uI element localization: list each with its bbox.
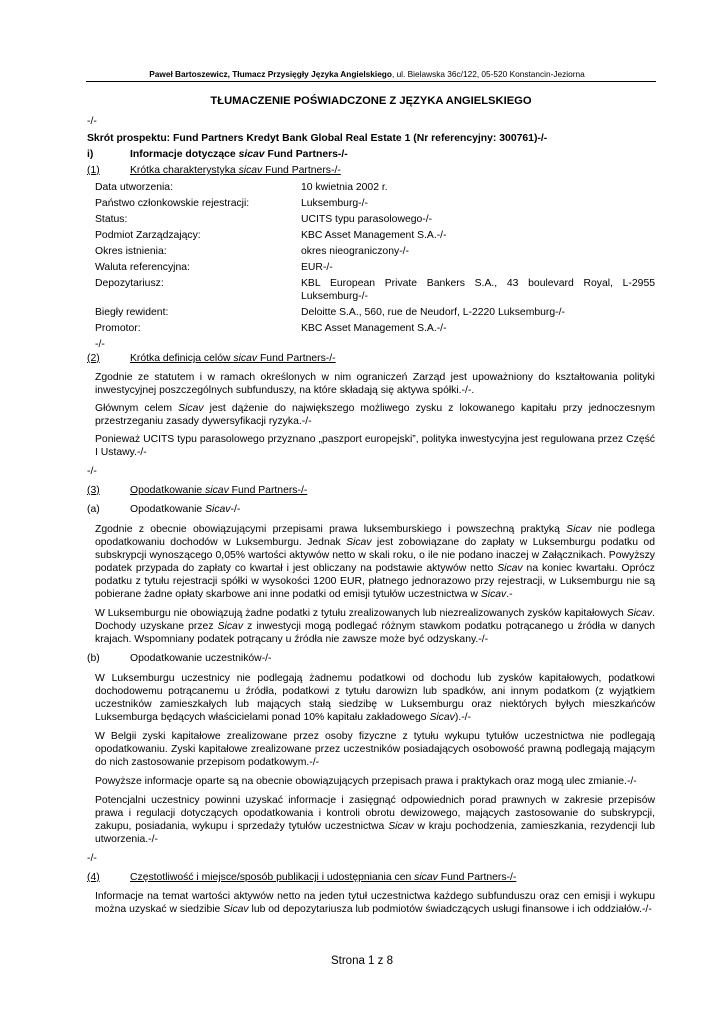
paragraph-text: Zgodnie z obecnie obowiązującymi przepisami prawa luksemburskiego i powszechną praktyką — [95, 524, 567, 535]
section-1-number: (1) — [87, 165, 100, 176]
paragraph-italic: Sicav — [217, 621, 244, 632]
section-1-italic: sicav — [238, 165, 263, 176]
table-row — [95, 181, 655, 194]
paragraph-italic: Sicav — [388, 821, 414, 832]
paragraph-text: z inwestycji mogą podlegać różnym stawkom podatku potrącanego u źródła w danych krajach. Wspomniany podatek potrącany u źródła nie zawsze może być odzyskany.-/- — [95, 621, 655, 645]
section-3b-number: (b) — [87, 653, 100, 664]
separator-dash: -/- — [95, 339, 105, 350]
section-2-heading — [87, 352, 349, 365]
paragraph-text: lub od depozytariusza lub podmiotów świadczących usługi finansowe i ich oddziałów.-/- — [248, 904, 652, 915]
table-value: UCITS typu parasolowego-/- — [301, 214, 433, 225]
paragraph-text: Potencjalni uczestnicy powinni uzyskać informacje i zasięgnąć odpowiednich porad prawnych w zakresie przepisów prawa i regulacji dotyczących opodatkowania i kontroli obrotu dewizowego, mających zastosowanie do subskrypcji, zakupu, posiadania, wykupu i sprzedaży tytułów uczestnictwa — [95, 795, 655, 832]
paragraph: Ponieważ UCITS typu parasolowego przyznano „paszport europejski”, polityka inwestycyjna jest regulowana przez Część I Ustawy.-/- — [95, 434, 655, 458]
section-4-number: (4) — [87, 872, 100, 883]
document-body — [87, 94, 655, 916]
paragraph-text: .- — [506, 589, 513, 600]
section-3a-italic: Sicav — [205, 504, 231, 515]
table-key: Promotor: — [95, 323, 141, 334]
header-divider — [86, 81, 656, 82]
separator-dash: -/- — [87, 116, 97, 127]
table-key: Państwo członkowskie rejestracji: — [95, 198, 250, 209]
section-3-italic: sicav — [205, 485, 229, 496]
table-value: KBL European Private Bankers S.A., 43 boulevard Royal, L-2955 Luksemburg-/- — [301, 278, 655, 302]
section-3a-number: (a) — [87, 504, 100, 515]
paragraph: Powyższe informacje oparte są na obecnie obowiązujących przepisach prawa i praktykach oraz mogą ulec zmianie.-/- — [95, 776, 637, 787]
table-row — [95, 306, 655, 319]
table-row — [95, 229, 655, 242]
paragraph-italic: Sicav — [429, 712, 455, 723]
table-value: EUR-/- — [301, 262, 333, 273]
section-2-text: Krótka definicja celów — [130, 353, 234, 364]
table-value: Deloitte S.A., 560, rue de Neudorf, L-2220 Luksemburg-/- — [301, 307, 565, 318]
page-header — [120, 69, 614, 79]
paragraph-text: jest zobowiązane do zapłaty w Luksemburgu podatku od subskrypcji wynoszącego 0,05% wartości aktywów netto w skali roku, o ile nie podano inaczej w Załącznikach. Powyższy podatek przypada do zapłaty co kwartał i jest obliczany na podstawie aktywów netto — [95, 537, 655, 574]
table-value: okres nieograniczony-/- — [301, 246, 409, 257]
section-2-text-end: Fund Partners-/- — [257, 353, 336, 364]
section-2-number: (2) — [87, 353, 100, 364]
paragraph — [95, 890, 655, 916]
table-row — [95, 245, 655, 258]
paragraph-text: jest dążenie do największego możliwego zysku z lokowanego kapitału przy jednoczesnym przestrzeganiu zasady dywersyfikacji ryzyka.-/- — [95, 403, 655, 427]
table-value: Luksemburg-/- — [301, 198, 368, 209]
paragraph-text: Informacje na temat wartości aktywów netto na jeden tytuł uczestnictwa każdego subfunduszu oraz cen emisji i wykupu można uzyskać w siedzibie — [95, 891, 655, 915]
paragraph — [95, 672, 655, 724]
paragraph-text: W Luksemburgu nie obowiązują żadne podatki z tytułu zrealizowanych lub niezrealizowanych zysków kapitałowych — [95, 608, 627, 619]
paragraph-italic: Sicav — [346, 537, 372, 548]
paragraph — [95, 607, 655, 646]
fund-characteristics-table — [95, 181, 655, 351]
paragraph-italic: Sicav — [223, 904, 249, 915]
translator-name: Paweł Bartoszewicz, Tłumacz Przysięgły Języka Angielskiego — [149, 69, 392, 79]
section-i-text-end: Fund Partners-/- — [264, 149, 348, 160]
table-row — [95, 277, 655, 303]
section-3a-text-end: -/- — [230, 504, 241, 515]
section-3b-heading — [87, 652, 655, 665]
table-row — [95, 322, 655, 335]
paragraph-text: . Dochody uzyskane przez — [95, 608, 655, 632]
table-key: Podmiot Zarządzający: — [95, 230, 201, 241]
paragraph — [95, 523, 655, 601]
section-3-text: Opodatkowanie — [130, 485, 206, 496]
section-4-text: Częstotliwość i miejsce/sposób publikacji i udostępniania cen — [130, 872, 415, 883]
paragraph-text: nie podlega opodatkowaniu dochodów w Luksemburgu. Jednak — [95, 524, 656, 548]
section-1-text-end: Fund Partners-/- — [262, 165, 341, 176]
table-key: Depozytariusz: — [95, 278, 164, 289]
section-i-text: Informacje dotyczące — [130, 149, 239, 160]
table-value: KBC Asset Management S.A.-/- — [301, 230, 447, 241]
section-4-heading — [87, 871, 537, 884]
paragraph — [95, 794, 655, 846]
prospectus-heading: Skrót prospektu: Fund Partners Kredyt Bank Global Real Estate 1 (Nr referencyjny: 300761)-/- — [87, 133, 548, 144]
paragraph-italic: Sicav — [497, 563, 523, 574]
section-3a-text: Opodatkowanie — [130, 504, 206, 515]
table-key: Data utworzenia: — [95, 182, 173, 193]
table-key: Waluta referencyjna: — [95, 262, 190, 273]
table-value: KBC Asset Management S.A.-/- — [301, 323, 447, 334]
section-i-heading — [87, 148, 655, 161]
section-i-italic: sicav — [238, 149, 265, 160]
table-key: Okres istnienia: — [95, 246, 167, 257]
table-row — [95, 213, 655, 226]
section-3-number: (3) — [87, 485, 100, 496]
paragraph-italic: Sicav — [480, 589, 507, 600]
paragraph-italic: Sicav — [178, 403, 204, 414]
paragraph: W Belgii zyski kapitałowe zrealizowane przez osoby fizyczne z tytułu wykupu tytułów uczestnictwa nie podlegają opodatkowaniu. Zyski kapitałowe zrealizowane przez uczestników posiadających osobowość prawną podlegają mającym do nich zastosowanie przepisom podatkowym.-/- — [95, 731, 655, 768]
section-4-italic: sicav — [414, 872, 438, 883]
table-row — [95, 261, 655, 274]
paragraph-italic: Sicav — [566, 524, 592, 535]
section-2-italic: sicav — [233, 353, 258, 364]
paragraph-text: w kraju pochodzenia, zamieszkania, rezydencji lub utworzenia.-/- — [95, 821, 655, 845]
paragraph: Zgodnie ze statutem i w ramach określonych w nim ograniczeń Zarząd jest upoważniony do kształtowania polityki inwestycyjnej poszczególnych subfunduszy, na które składają się aktywa spółki.-/-. — [95, 372, 655, 396]
section-1-text: Krótka charakterystyka — [130, 165, 239, 176]
table-key: Status: — [95, 214, 128, 225]
table-row — [95, 197, 655, 210]
section-3-text-end: Fund Partners-/- — [228, 485, 308, 496]
section-3-heading — [87, 484, 655, 497]
section-i-number: i) — [87, 149, 94, 160]
table-value: 10 kwietnia 2002 r. — [301, 182, 388, 193]
paragraph-text: W Luksemburgu uczestnicy nie podlegają żadnemu podatkowi od dochodu lub zysków kapitałowych, podatkowi dochodowemu potrącanemu u źródła, podatkowi z tytułu darowizn lub spadków, ani innym podatkom (z wyjątkiem uczestników zamieszkałych lub mających stałą siedzibę w Luksemburgu oraz niektórych byłych mieszkańców Luksemburga będących właścicielami ponad 10% kapitału zakładowego — [95, 673, 655, 723]
section-4-text-end: Fund Partners-/- — [437, 872, 517, 883]
paragraph-text: Głównym celem — [95, 403, 179, 414]
paragraph-text: na koniec kwartału. Oprócz podatku z tytułu rejestracji spółki w wysokości 1200 EUR, płatnego jednorazowo przy rejestracji, w Luksemburgu nie są pobierane żadne opłaty skarbowe ani inne podatki od emisji tytułów uczestnictwa w — [95, 563, 655, 600]
paragraph-text: ).-/- — [454, 712, 472, 723]
section-3a-heading — [87, 503, 655, 516]
page-number: Strona 1 z 8 — [330, 955, 393, 967]
paragraph — [95, 402, 655, 428]
section-3b-text: Opodatkowanie uczestników-/- — [130, 653, 272, 664]
separator-dash: -/- — [87, 853, 97, 864]
separator-dash: -/- — [87, 466, 97, 477]
section-1-heading — [87, 164, 655, 177]
paragraph-italic: Sicav — [626, 608, 653, 619]
translator-address: , ul. Bielawska 36c/122, 05-520 Konstancin-Jeziorna — [391, 69, 585, 79]
table-key: Biegły rewident: — [95, 307, 169, 318]
document-title: TŁUMACZENIE POŚWIADCZONE Z JĘZYKA ANGIELSKIEGO — [210, 95, 532, 107]
